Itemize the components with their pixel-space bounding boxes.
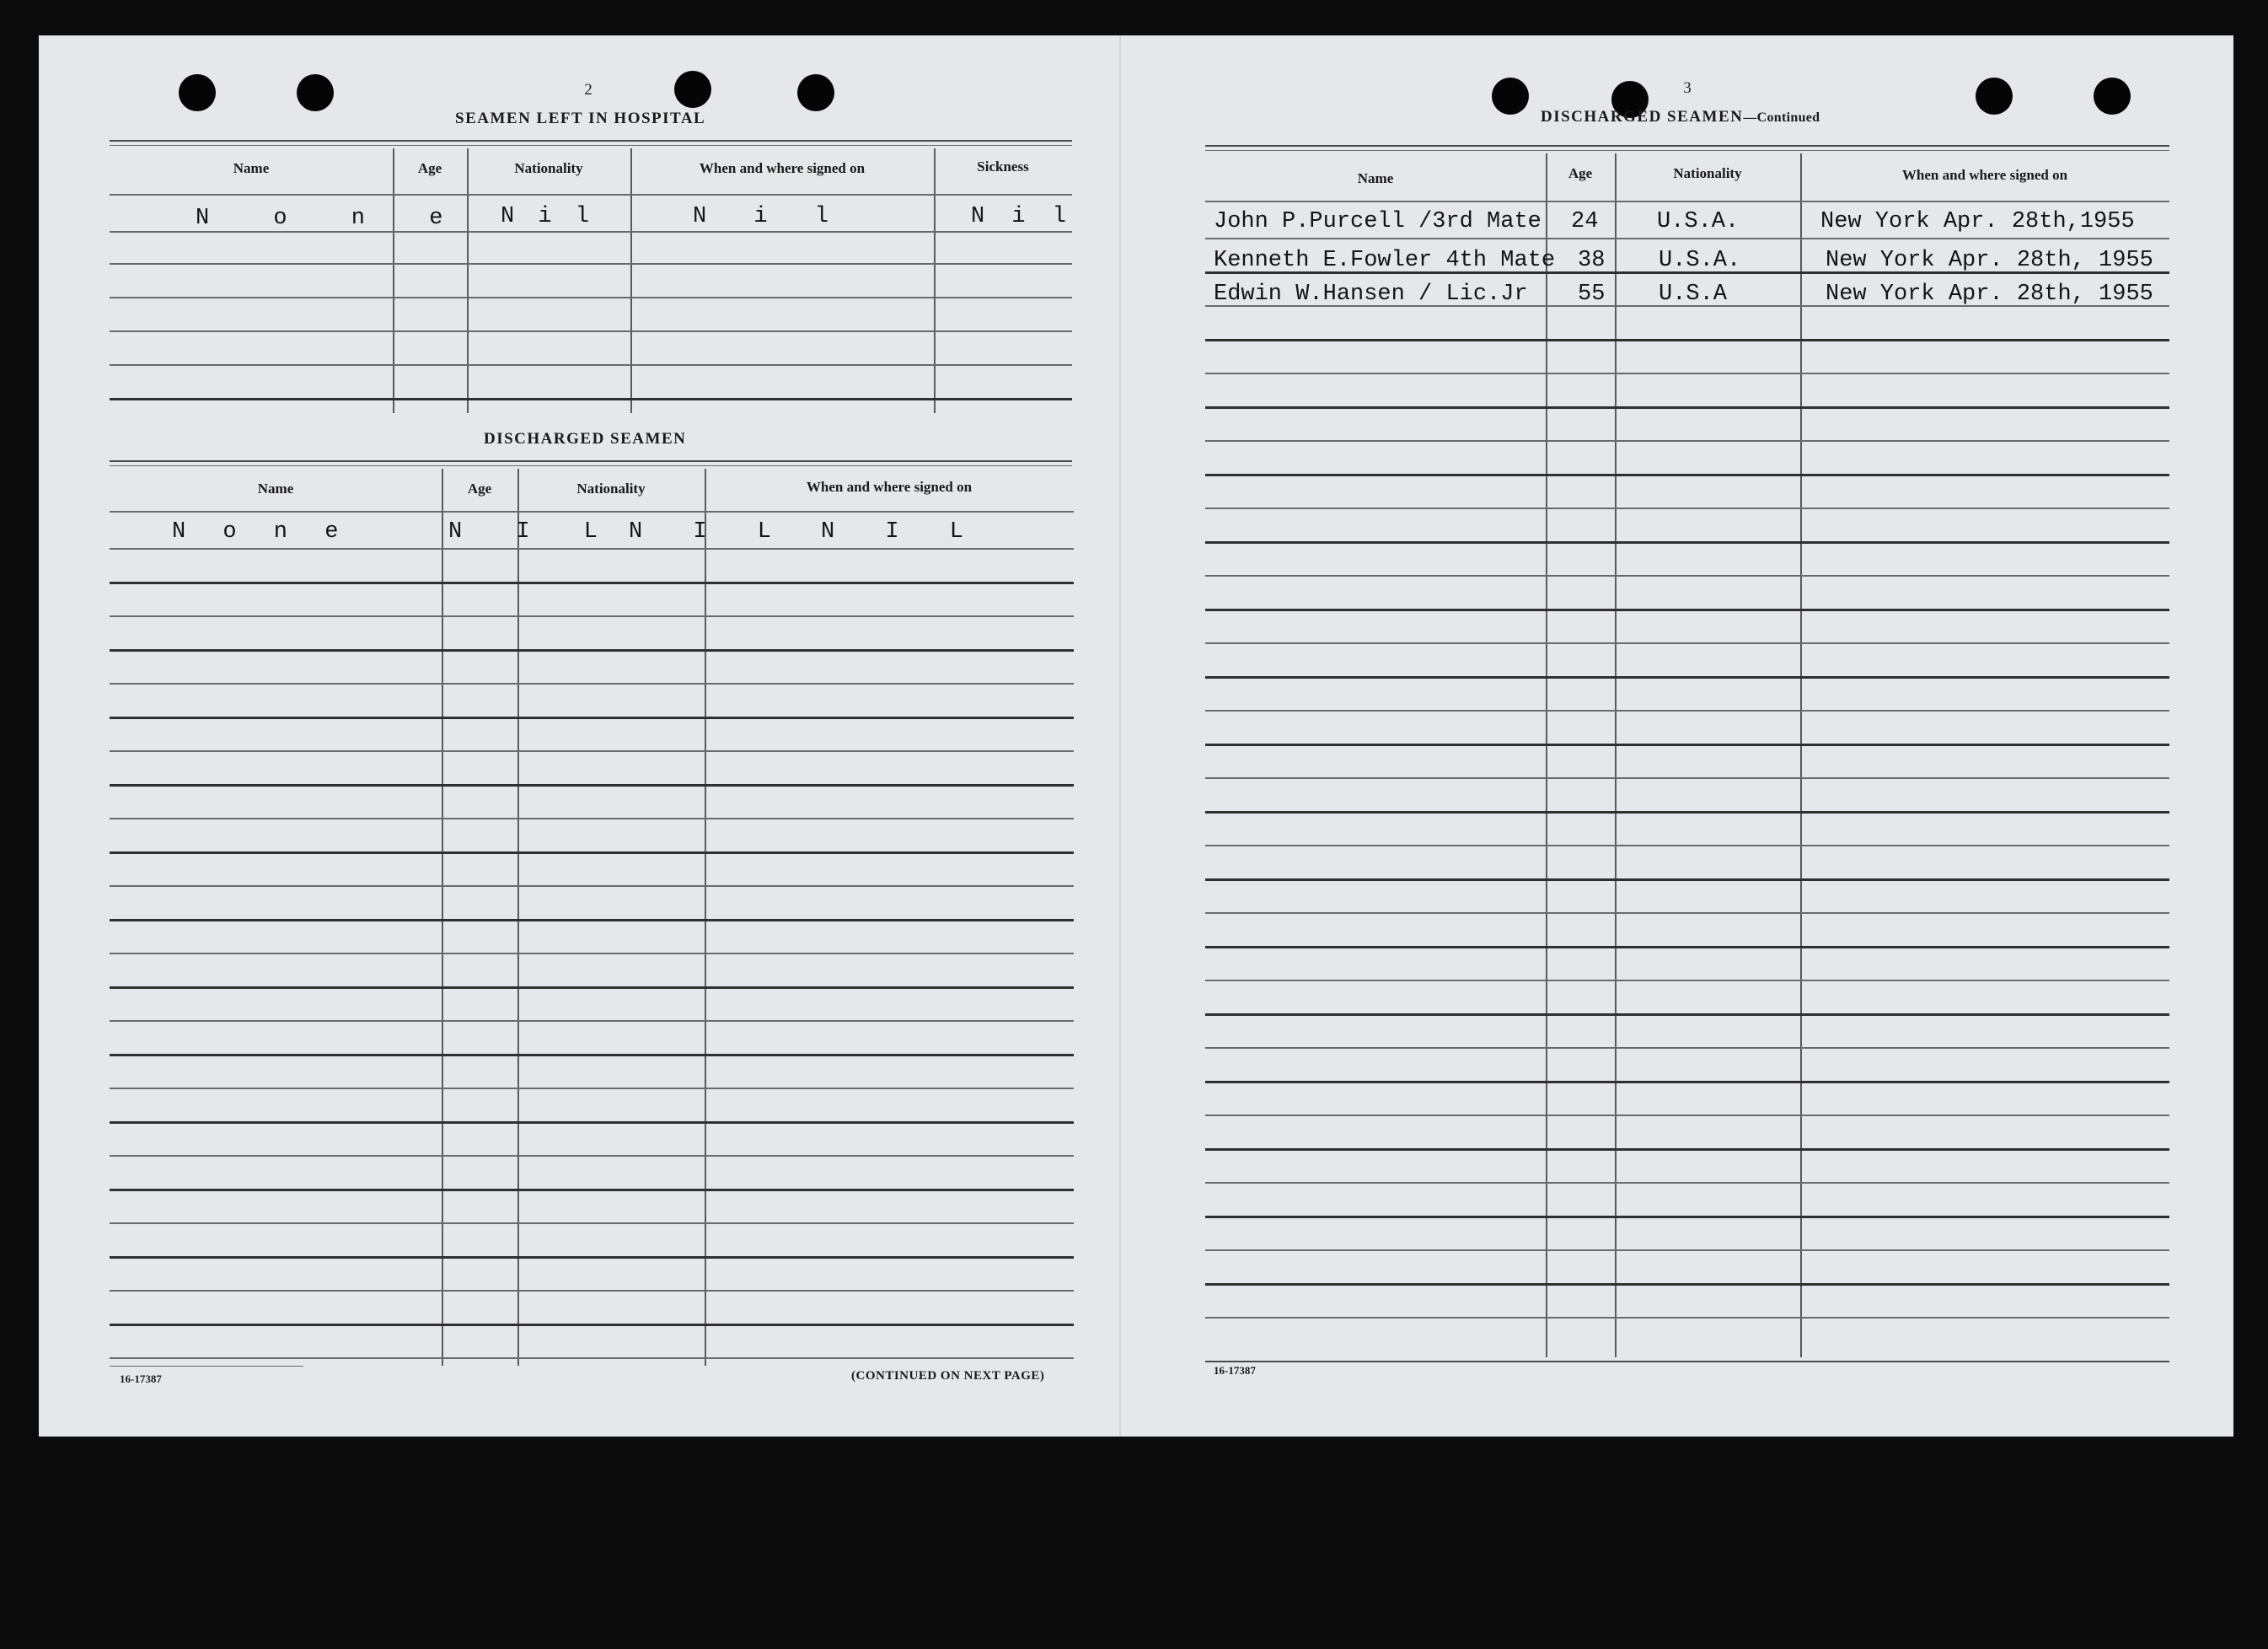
hospital-col-nationality: Nationality bbox=[514, 160, 583, 176]
row-line bbox=[1205, 1249, 2169, 1251]
row-line bbox=[1205, 1182, 2169, 1184]
row-line bbox=[110, 330, 1072, 332]
column-divider bbox=[442, 469, 443, 1366]
discharged-section-title: DISCHARGED SEAMEN bbox=[484, 430, 687, 448]
row-line bbox=[110, 398, 1072, 400]
punch-hole bbox=[1492, 78, 1529, 115]
row-line bbox=[110, 919, 1074, 921]
seaman-2-name: Kenneth E.Fowler 4th Mate bbox=[1214, 248, 1556, 273]
discharged-table-left bbox=[110, 469, 1074, 1366]
column-divider bbox=[517, 469, 519, 1366]
row-line bbox=[110, 1155, 1074, 1157]
hospital-name-entry: N o n e bbox=[196, 206, 469, 231]
row-line bbox=[110, 231, 1072, 233]
row-line bbox=[1205, 609, 2169, 611]
row-line bbox=[110, 784, 1074, 787]
header-underline bbox=[110, 194, 1072, 196]
row-line bbox=[1205, 777, 2169, 779]
row-line bbox=[1205, 878, 2169, 881]
hospital-col-signed-on: When and where signed on bbox=[699, 160, 866, 176]
row-line bbox=[1205, 474, 2169, 476]
column-divider bbox=[630, 148, 632, 413]
row-line bbox=[110, 1324, 1074, 1326]
row-line bbox=[1205, 642, 2169, 644]
discharged-top-rule-2 bbox=[110, 465, 1072, 466]
discharged-col-signed-on: When and where signed on bbox=[806, 479, 973, 495]
row-line bbox=[1205, 946, 2169, 948]
punch-hole bbox=[674, 71, 711, 108]
right-form-number: 16-17387 bbox=[1214, 1364, 1256, 1377]
left-page-number: 2 bbox=[584, 81, 592, 99]
row-line bbox=[1205, 1317, 2169, 1319]
row-line bbox=[110, 885, 1074, 887]
discharged-nationality-entry: N I L bbox=[629, 519, 791, 545]
column-divider bbox=[1800, 153, 1802, 1357]
discharged-top-rule bbox=[110, 460, 1072, 462]
row-line bbox=[110, 1020, 1074, 1022]
left-bottom-rule bbox=[110, 1366, 303, 1367]
row-line bbox=[110, 1121, 1074, 1124]
seaman-3-age: 55 bbox=[1578, 282, 1606, 307]
header-underline bbox=[110, 511, 1074, 513]
seaman-1-age: 24 bbox=[1571, 209, 1599, 234]
discharged-signed-on-entry: N I L bbox=[821, 519, 983, 545]
row-line bbox=[1205, 373, 2169, 374]
seaman-1-name: John P.Purcell /3rd Mate bbox=[1214, 209, 1541, 234]
column-divider bbox=[467, 148, 469, 413]
discharged-col-nationality: Nationality bbox=[576, 481, 646, 497]
row-line bbox=[1205, 980, 2169, 981]
row-line bbox=[110, 1189, 1074, 1191]
row-line bbox=[1205, 1081, 2169, 1083]
row-line bbox=[110, 1054, 1074, 1056]
row-line bbox=[110, 1357, 1074, 1359]
seaman-3-nationality: U.S.A bbox=[1659, 282, 1728, 307]
row-line bbox=[1205, 744, 2169, 746]
discharged-name-entry: N o n e bbox=[172, 519, 351, 545]
row-line bbox=[110, 615, 1074, 617]
discharged-col-name: Name bbox=[257, 481, 294, 497]
row-line bbox=[110, 1088, 1074, 1089]
seaman-2-nationality: U.S.A. bbox=[1659, 248, 1741, 273]
column-divider bbox=[1615, 153, 1617, 1357]
right-top-rule-2 bbox=[1205, 150, 2169, 151]
hospital-sickness-entry: N i l bbox=[971, 204, 1074, 229]
row-line bbox=[1205, 811, 2169, 814]
seaman-1-signed-on: New York Apr. 28th,1955 bbox=[1820, 209, 2135, 234]
seaman-2-age: 38 bbox=[1578, 248, 1606, 273]
row-line bbox=[110, 851, 1074, 854]
row-line bbox=[110, 649, 1074, 652]
hospital-top-rule bbox=[110, 140, 1072, 142]
row-line bbox=[1205, 676, 2169, 679]
row-line bbox=[1205, 339, 2169, 341]
discharged-continued-suffix: —Continued bbox=[1743, 110, 1820, 125]
row-line bbox=[110, 683, 1074, 685]
row-line bbox=[110, 263, 1072, 265]
row-line bbox=[110, 818, 1074, 819]
row-line bbox=[1205, 238, 2169, 239]
discharged-continued-title bbox=[1541, 108, 1820, 126]
row-line bbox=[1205, 1047, 2169, 1049]
hospital-section-title: SEAMEN LEFT IN HOSPITAL bbox=[455, 110, 706, 127]
discharged-col-age: Age bbox=[467, 481, 492, 497]
seaman-3-signed-on: New York Apr. 28th, 1955 bbox=[1826, 282, 2153, 307]
page-fold bbox=[1119, 35, 1121, 1437]
right-page-number: 3 bbox=[1683, 79, 1692, 97]
hospital-col-age: Age bbox=[417, 160, 442, 176]
row-line bbox=[110, 953, 1074, 954]
row-line bbox=[1205, 1148, 2169, 1151]
hospital-nationality-entry: N i l bbox=[501, 204, 595, 229]
row-line bbox=[1205, 575, 2169, 577]
hospital-table bbox=[110, 148, 1072, 413]
row-line bbox=[110, 1256, 1074, 1259]
punch-hole bbox=[1976, 78, 2013, 115]
seaman-1-nationality: U.S.A. bbox=[1657, 209, 1740, 234]
row-line bbox=[1205, 912, 2169, 914]
seaman-2-signed-on: New York Apr. 28th, 1955 bbox=[1826, 248, 2153, 273]
right-col-nationality: Nationality bbox=[1673, 165, 1742, 181]
column-divider bbox=[393, 148, 394, 413]
row-line bbox=[1205, 845, 2169, 846]
row-line bbox=[110, 986, 1074, 989]
right-col-name: Name bbox=[1357, 170, 1394, 186]
right-col-age: Age bbox=[1568, 165, 1593, 181]
row-line bbox=[1205, 406, 2169, 409]
row-line bbox=[1205, 541, 2169, 544]
right-top-rule bbox=[1205, 145, 2169, 147]
punch-hole bbox=[297, 74, 334, 111]
punch-hole bbox=[2094, 78, 2131, 115]
row-line bbox=[110, 717, 1074, 719]
hospital-col-name: Name bbox=[233, 160, 270, 176]
continued-note: (CONTINUED ON NEXT PAGE) bbox=[851, 1369, 1045, 1383]
discharged-table-right bbox=[1205, 153, 2169, 1357]
punch-hole bbox=[179, 74, 216, 111]
column-divider bbox=[1546, 153, 1547, 1357]
row-line bbox=[110, 548, 1074, 550]
row-line bbox=[110, 750, 1074, 752]
hospital-signed-on-entry: N i l bbox=[693, 204, 846, 229]
punch-hole bbox=[797, 74, 834, 111]
row-line bbox=[110, 364, 1072, 366]
row-line bbox=[1205, 1013, 2169, 1016]
hospital-col-sickness: Sickness bbox=[977, 158, 1029, 175]
column-divider bbox=[934, 148, 936, 413]
row-line bbox=[110, 1222, 1074, 1224]
row-line bbox=[110, 297, 1072, 298]
discharged-continued-title-main: DISCHARGED SEAMEN bbox=[1541, 108, 1744, 126]
header-underline bbox=[1205, 201, 2169, 202]
row-line bbox=[1205, 1283, 2169, 1286]
right-bottom-rule bbox=[1205, 1361, 2169, 1362]
row-line bbox=[1205, 1115, 2169, 1116]
row-line bbox=[110, 1290, 1074, 1292]
row-line bbox=[110, 582, 1074, 584]
row-line bbox=[1205, 440, 2169, 442]
left-form-number: 16-17387 bbox=[120, 1372, 162, 1385]
right-col-signed-on: When and where signed on bbox=[1901, 167, 2068, 183]
discharged-age-entry: N I L bbox=[448, 519, 619, 545]
seaman-3-name: Edwin W.Hansen / Lic.Jr bbox=[1214, 282, 1528, 307]
row-line bbox=[1205, 508, 2169, 509]
hospital-top-rule-2 bbox=[110, 145, 1072, 146]
row-line bbox=[1205, 710, 2169, 712]
row-line bbox=[1205, 1216, 2169, 1218]
column-divider bbox=[705, 469, 706, 1366]
